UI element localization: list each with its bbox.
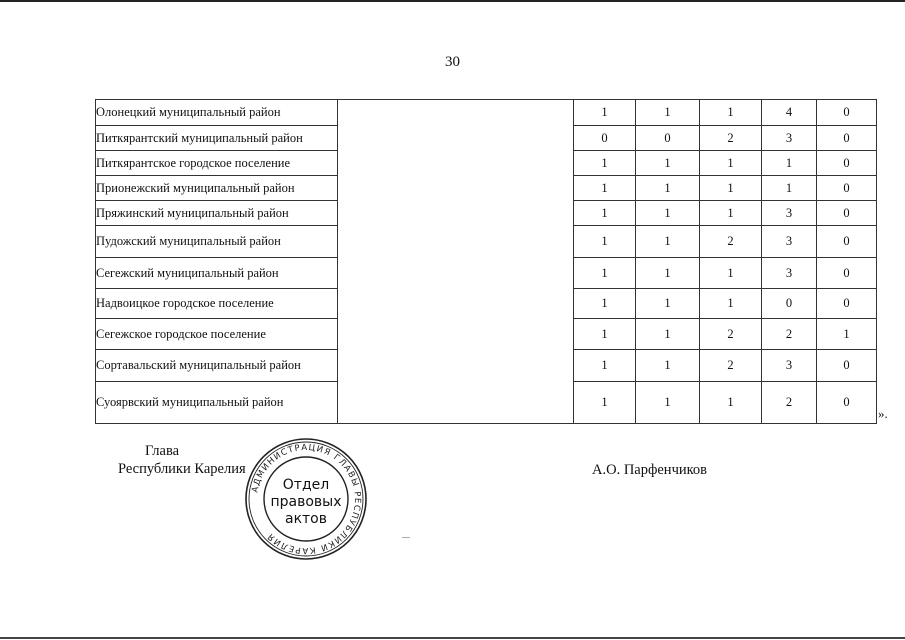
table-body <box>96 100 877 424</box>
value-cell: 2 <box>700 226 762 258</box>
value-cell: 1 <box>700 201 762 226</box>
value-cell: 1 <box>636 201 700 226</box>
row-name: Пудожский муниципальный район <box>96 226 338 258</box>
value-cell: 3 <box>762 201 817 226</box>
value-cell: 0 <box>574 126 636 151</box>
value-cell: 1 <box>574 100 636 126</box>
row-name: Сортавальский муниципальный район <box>96 350 338 382</box>
row-name: Прионежский муниципальный район <box>96 176 338 201</box>
value-cell: 0 <box>817 126 877 151</box>
stamp-line1: Отдел <box>282 477 330 493</box>
value-cell: 0 <box>762 289 817 319</box>
value-cell: 0 <box>817 176 877 201</box>
stamp-seal <box>243 436 369 562</box>
row-name: Олонецкий муниципальный район <box>96 100 338 126</box>
row-name: Сегежский муниципальный район <box>96 258 338 289</box>
value-cell: 1 <box>574 382 636 424</box>
signatory-name: А.О. Парфенчиков <box>592 462 708 478</box>
value-cell: 0 <box>817 289 877 319</box>
value-cell: 1 <box>700 176 762 201</box>
value-cell: 1 <box>700 289 762 319</box>
value-cell: 1 <box>574 176 636 201</box>
value-cell: 0 <box>636 126 700 151</box>
value-cell: 1 <box>636 226 700 258</box>
value-cell: 1 <box>636 289 700 319</box>
value-cell: 1 <box>574 289 636 319</box>
value-cell: 1 <box>574 319 636 350</box>
value-cell: 1 <box>636 382 700 424</box>
row-name: Суоярвский муниципальный район <box>96 382 338 424</box>
value-cell: 1 <box>574 201 636 226</box>
signature-title-line2: Республики Карелия <box>118 461 246 477</box>
value-cell: 0 <box>817 350 877 382</box>
value-cell: 1 <box>636 100 700 126</box>
closing-quote: ». <box>878 406 888 421</box>
stamp-ring-text: АДМИНИСТРАЦИЯ ГЛАВЫ РЕСПУБЛИКИ КАРЕЛИЯ <box>250 442 363 556</box>
value-cell: 1 <box>762 176 817 201</box>
stamp-line3: актов <box>284 511 328 527</box>
value-cell: 2 <box>700 319 762 350</box>
value-cell: 1 <box>817 319 877 350</box>
value-cell: 3 <box>762 126 817 151</box>
value-cell: 1 <box>636 258 700 289</box>
table-row <box>96 100 877 126</box>
value-cell: 2 <box>762 382 817 424</box>
value-cell: 3 <box>762 350 817 382</box>
signature-title-line1: Глава <box>145 443 180 459</box>
value-cell: 1 <box>574 226 636 258</box>
page-number: 30 <box>445 54 460 70</box>
value-cell: 4 <box>762 100 817 126</box>
value-cell: 1 <box>574 350 636 382</box>
bottom-border-line <box>0 637 905 639</box>
stamp-line2: правовых <box>270 494 342 510</box>
row-name: Сегежское городское поселение <box>96 319 338 350</box>
value-cell: 2 <box>700 350 762 382</box>
top-border-line <box>0 0 905 2</box>
value-cell: 1 <box>762 151 817 176</box>
value-cell: 1 <box>700 258 762 289</box>
value-cell: 1 <box>574 258 636 289</box>
row-name: Пряжинский муниципальный район <box>96 201 338 226</box>
row-name: Питкярантский муниципальный район <box>96 126 338 151</box>
empty-merged-column <box>338 100 574 424</box>
value-cell: 1 <box>636 350 700 382</box>
value-cell: 3 <box>762 258 817 289</box>
value-cell: 1 <box>636 319 700 350</box>
value-cell: 1 <box>700 382 762 424</box>
value-cell: 0 <box>817 151 877 176</box>
scan-mark <box>402 537 410 538</box>
row-name: Питкярантское городское поселение <box>96 151 338 176</box>
value-cell: 1 <box>700 100 762 126</box>
value-cell: 0 <box>817 382 877 424</box>
value-cell: 2 <box>700 126 762 151</box>
value-cell: 0 <box>817 201 877 226</box>
value-cell: 0 <box>817 100 877 126</box>
value-cell: 0 <box>817 258 877 289</box>
value-cell: 1 <box>574 151 636 176</box>
value-cell: 1 <box>636 151 700 176</box>
value-cell: 0 <box>817 226 877 258</box>
value-cell: 2 <box>762 319 817 350</box>
value-cell: 3 <box>762 226 817 258</box>
value-cell: 1 <box>700 151 762 176</box>
value-cell: 1 <box>636 176 700 201</box>
row-name: Надвоицкое городское поселение <box>96 289 338 319</box>
municipal-table <box>95 99 877 424</box>
